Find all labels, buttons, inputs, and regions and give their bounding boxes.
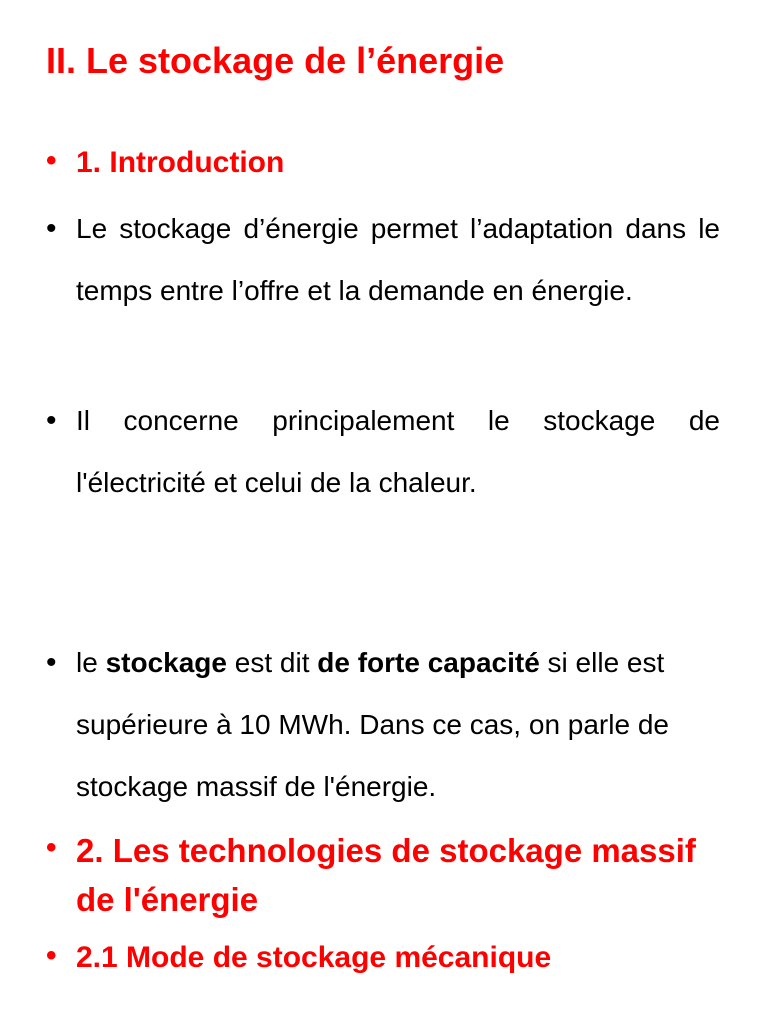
bullet-text: 2. Les technologies de stockage massif de l'énergie xyxy=(76,832,696,918)
text-run: est dit xyxy=(226,647,318,678)
bullet-text: 1. Introduction xyxy=(76,146,285,179)
bullet-technologies xyxy=(46,826,720,924)
bold-term-stockage: stockage xyxy=(105,647,227,678)
bold-term-forte-capacite: de forte capacité xyxy=(317,647,540,678)
bullet-marker: • xyxy=(46,939,57,972)
bullet-marker: • xyxy=(46,212,57,245)
bullet-storage-definition xyxy=(46,198,720,322)
bullet-text: 2.1 Mode de stockage mécanique xyxy=(76,941,552,974)
bullet-storage-scope xyxy=(46,390,720,514)
bullet-marker: • xyxy=(46,831,57,864)
bullet-marker: • xyxy=(46,646,57,679)
bullet-marker: • xyxy=(46,144,57,177)
bullet-marker: • xyxy=(46,404,57,437)
text-run: le xyxy=(76,647,106,678)
bullet-text: Le stockage d’énergie permet l’adaptation dans le temps entre l’offre et la demande en énergie. xyxy=(76,213,720,306)
bullet-high-capacity xyxy=(46,632,686,818)
bullet-text: Il concerne principalement le stockage de l'électricité et celui de la chaleur. xyxy=(76,405,720,498)
slide-title: II. Le stockage de l’énergie xyxy=(46,40,505,81)
bullet-text xyxy=(76,632,686,818)
text-run: si elle est supérieure à 10 MWh. Dans ce cas, on parle de stockage massif de l'énergie. xyxy=(76,647,669,802)
bullet-mechanical-storage xyxy=(46,937,720,979)
bullet-introduction xyxy=(46,143,720,183)
